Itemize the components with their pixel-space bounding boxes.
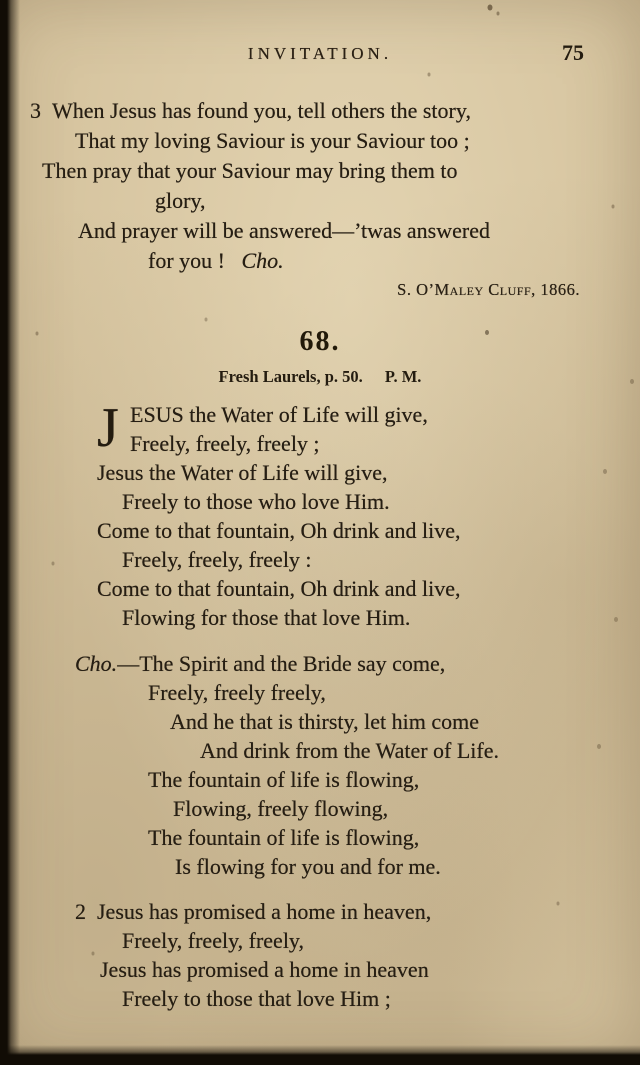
verse-line [122, 603, 610, 632]
line-text: That my loving Saviour is your Saviour too ; [75, 128, 470, 153]
line-text: The fountain of life is flowing, [148, 825, 420, 850]
line-text: glory, [155, 188, 206, 213]
verse-line [122, 487, 610, 516]
verse-line [148, 678, 610, 707]
verse-line [155, 186, 610, 216]
line-text: Jesus has promised a home in heaven, [97, 899, 432, 924]
chorus [75, 649, 610, 881]
dropcap-initial: J [97, 397, 119, 459]
line-text: —The Spirit and the Bride say come, [117, 651, 446, 676]
line-text: Freely, freely, freely, [122, 928, 305, 953]
verse-line [75, 897, 610, 926]
line-text: Jesus the Water of Life will give, [97, 460, 388, 485]
verse-line [100, 955, 610, 984]
line-text: Freely, freely, freely : [122, 547, 312, 572]
verse-number: 3 [30, 98, 41, 123]
line-text: And drink from the Water of Life. [200, 738, 500, 763]
running-header [30, 40, 610, 70]
verse-line [122, 984, 610, 1013]
verse-line [122, 545, 610, 574]
verse-line [75, 126, 610, 156]
meter: P. M. [384, 367, 422, 386]
line-text: ESUS the Water of Life will give, [130, 402, 428, 427]
chorus-marker: Cho. [241, 248, 284, 273]
line-text: Is flowing for you and for me. [175, 854, 441, 879]
tune-line [30, 367, 610, 387]
verse-line [148, 246, 610, 276]
line-text: Freely, freely freely, [148, 680, 326, 705]
line-text: Come to that fountain, Oh drink and live, [97, 518, 461, 543]
verse-line [97, 400, 610, 429]
line-text: Freely to those that love Him ; [122, 986, 391, 1011]
verse-line [175, 852, 610, 881]
line-text: Come to that fountain, Oh drink and live, [97, 576, 461, 601]
author-attribution: S. O’Maley Cluff, 1866. [397, 280, 580, 299]
verse-line [148, 823, 610, 852]
line-text: Then pray that your Saviour may bring them to [42, 158, 458, 183]
verse-line [122, 926, 610, 955]
line-text: Jesus has promised a home in heaven [100, 957, 429, 982]
verse-1-lines [97, 397, 610, 632]
verse-line [173, 794, 610, 823]
line-text: Flowing, freely flowing, [173, 796, 389, 821]
verse-line [97, 458, 610, 487]
line-text: And prayer will be answered—’twas answered [78, 218, 490, 243]
verse-line [75, 649, 610, 678]
line-text: Freely to those who love Him. [122, 489, 390, 514]
page-gutter-shadow-left [0, 0, 20, 1065]
line-text: The fountain of life is flowing, [148, 767, 420, 792]
verse-line [148, 765, 610, 794]
verse-line [170, 707, 610, 736]
line-text: Flowing for those that love Him. [122, 605, 411, 630]
verse-line [97, 516, 610, 545]
line-text: When Jesus has found you, tell others the story, [52, 98, 471, 123]
line-text: Freely, freely, freely ; [130, 431, 320, 456]
verse-number: 2 [75, 899, 86, 924]
verse-1 [97, 397, 610, 632]
verse-2 [75, 897, 610, 1013]
page-edge-shadow-bottom [0, 1045, 640, 1065]
tune-name: Fresh Laurels, p. 50. [218, 367, 363, 386]
verse-3-previous-hymn [30, 96, 610, 276]
chorus-marker: Cho. [75, 651, 118, 676]
page-number: 75 [562, 40, 584, 65]
line-text: for you ! [148, 248, 242, 273]
verse-line [200, 736, 610, 765]
section-title: INVITATION. [247, 44, 393, 63]
verse-line [97, 574, 610, 603]
verse-line [30, 96, 610, 126]
verse-line [78, 216, 610, 246]
line-text: And he that is thirsty, let him come [170, 709, 479, 734]
hymn-number: 68. [299, 326, 341, 357]
verse-line [42, 156, 610, 186]
verse-line [97, 429, 610, 458]
